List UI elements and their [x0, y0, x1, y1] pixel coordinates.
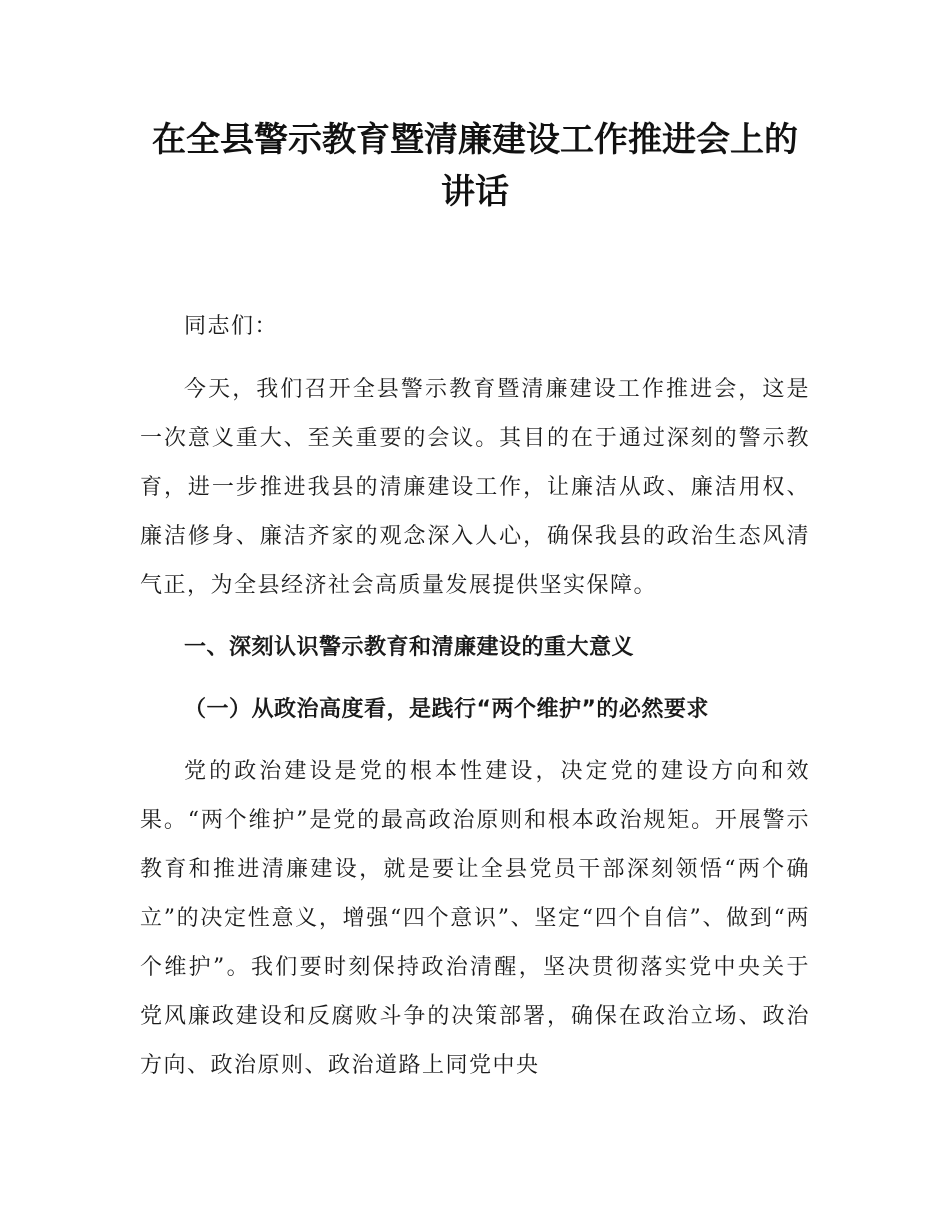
greeting: 同志们：	[184, 314, 279, 339]
subsection-1-paragraph: 党的政治建设是党的根本性建设，决定党的建设方向和效果。“两个维护”是党的最高政治原则和根本政治规矩。开展警示教育和推进清廉建设，就是要让全县党员干部深刻领悟“两个确立”的决定性意义，增强“四个意识”、坚定“四个自信”、做到“两个维护”。我们要时刻保持政治清醒，坚决贯彻落实党中央关于党风廉政建设和反腐败斗争的决策部署，确保在政治立场、政治方向、政治原则、政治道路上同党中央	[140, 759, 810, 1078]
intro-paragraph: 今天，我们召开全县警示教育暨清廉建设工作推进会，这是一次意义重大、至关重要的会议。其目的在于通过深刻的警示教育，进一步推进我县的清廉建设工作，让廉洁从政、廉洁用权、廉洁修身、廉洁齐家的观念深入人心，确保我县的政治生态风清气正，为全县经济社会高质量发展提供坚实保障。	[140, 377, 810, 598]
document-title-line-1: 在全县警示教育暨清廉建设工作推进会上的	[152, 120, 798, 160]
section-1-heading: 一、深刻认识警示教育和清廉建设的重大意义	[184, 635, 635, 660]
subsection-1-heading: （一）从政治高度看，是践行“两个维护”的必然要求	[184, 697, 709, 722]
document-body	[140, 302, 810, 1090]
document-title-line-2: 讲话	[441, 172, 509, 212]
